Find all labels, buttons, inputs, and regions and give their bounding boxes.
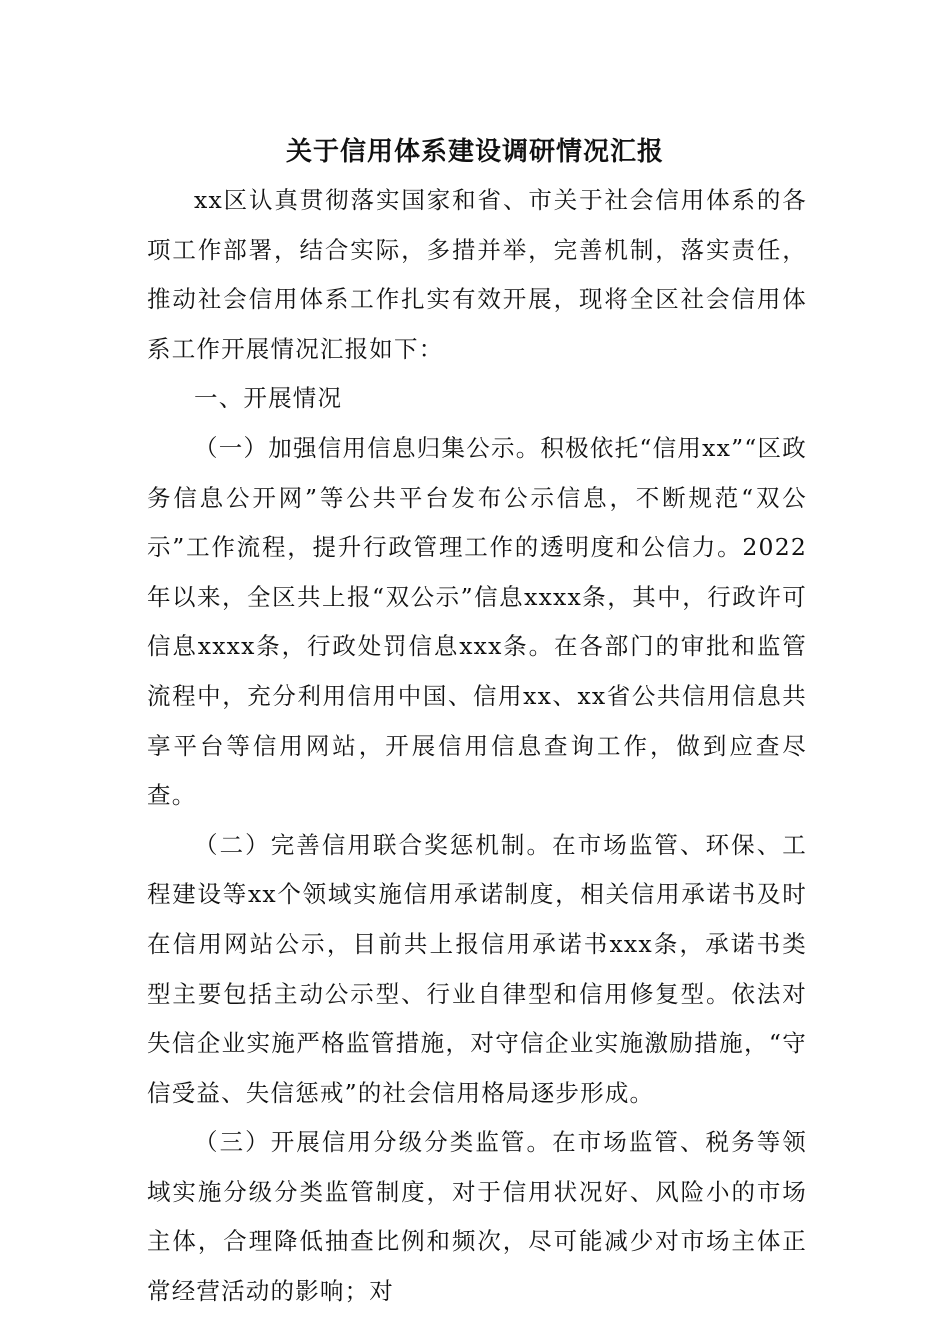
paragraph-intro: xx区认真贯彻落实国家和省、市关于社会信用体系的各项工作部署，结合实际，多措并举，完善机制，落实责任，推动社会信用体系工作扎实有效开展，现将全区社会信用体系工作开展情况汇报如下：	[147, 186, 807, 363]
paragraph-item-1: （一）加强信用信息归集公示。积极依托“信用xx”“区政务信息公开网”等公共平台发布公示信息，不断规范“双公示”工作流程，提升行政管理工作的透明度和公信力。2022年以来，全区共上报“双公示”信息xxxx条，其中，行政许可信息xxxx条，行政处罚信息xxx条。在各部门的审批和监管流程中，充分利用信用中国、信用xx、xx省公共信用信息共享平台等信用网站，开展信用信息查询工作，做到应查尽查。	[147, 433, 807, 810]
document-title: 关于信用体系建设调研情况汇报	[285, 137, 664, 167]
paragraph-item-3: （三）开展信用分级分类监管。在市场监管、税务等领域实施分级分类监管制度，对于信用状况好、风险小的市场主体，合理降低抽查比例和频次，尽可能减少对市场主体正常经营活动的影响；对	[147, 1128, 807, 1306]
document-body	[147, 176, 807, 1317]
section-heading-progress: 一、开展情况	[194, 384, 343, 413]
paragraph-item-2: （二）完善信用联合奖惩机制。在市场监管、环保、工程建设等xx个领域实施信用承诺制度，相关信用承诺书及时在信用网站公示，目前共上报信用承诺书xxx条，承诺书类型主要包括主动公示型、行业自律型和信用修复型。依法对失信企业实施严格监管措施，对守信企业实施激励措施，“守信受益、失信惩戒”的社会信用格局逐步形成。	[147, 830, 807, 1107]
